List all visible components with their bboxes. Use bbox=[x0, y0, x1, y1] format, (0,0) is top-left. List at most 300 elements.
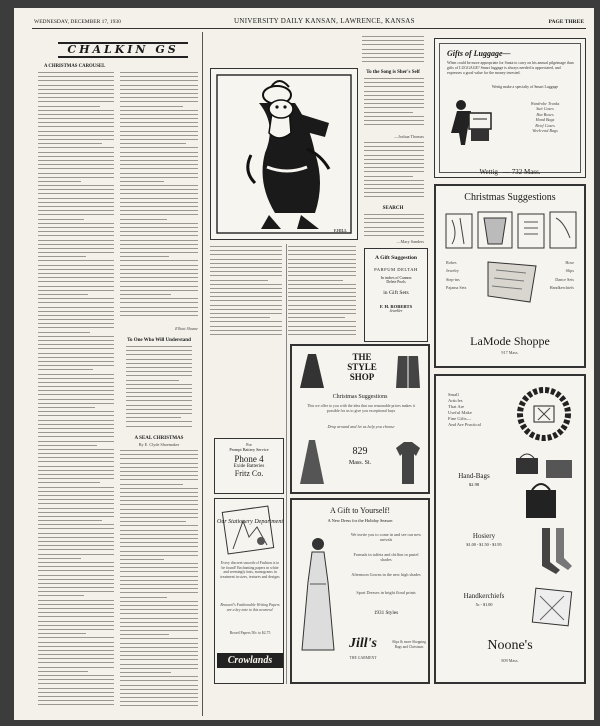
text-line bbox=[38, 487, 114, 488]
text-line bbox=[120, 210, 198, 211]
text-line bbox=[288, 280, 343, 281]
text-line bbox=[38, 399, 114, 400]
text-line bbox=[120, 567, 198, 568]
noone-hosiery-price: $1.00 - $1.50 - $1.95 bbox=[466, 542, 502, 547]
noone-handbags: Hand-Bags bbox=[458, 472, 490, 480]
text-line bbox=[120, 168, 198, 169]
text-line bbox=[210, 296, 282, 297]
text-under-cartoon-1 bbox=[210, 246, 282, 342]
column-signature: Elliott Sloane bbox=[175, 326, 198, 331]
text-line bbox=[120, 471, 198, 472]
cartoon-panel bbox=[210, 68, 358, 240]
text-line bbox=[120, 269, 198, 270]
text-line bbox=[120, 227, 198, 228]
lamode-store: LaMode Shoppe bbox=[470, 334, 550, 348]
text-line bbox=[38, 591, 114, 592]
text-line bbox=[364, 103, 424, 104]
woman-gown-icon bbox=[298, 534, 338, 654]
text-line bbox=[288, 313, 356, 314]
column-divider bbox=[286, 244, 287, 684]
text-line bbox=[38, 441, 114, 442]
text-line bbox=[38, 524, 114, 525]
style-shop-tagline: Drop around and let us help you choose bbox=[327, 424, 395, 429]
search-heading: SEARCH bbox=[382, 206, 404, 211]
text-line bbox=[364, 192, 424, 193]
text-line bbox=[38, 541, 114, 542]
text-line bbox=[120, 290, 198, 291]
text-line bbox=[120, 298, 198, 299]
text-line bbox=[364, 180, 424, 181]
text-line bbox=[38, 612, 114, 613]
text-line bbox=[288, 267, 356, 268]
hosiery-icon bbox=[530, 526, 576, 576]
text-line bbox=[120, 467, 198, 468]
text-line bbox=[126, 417, 181, 418]
envelope-icon bbox=[219, 503, 281, 559]
noone-heading-line: Useful Make bbox=[448, 410, 472, 415]
text-line bbox=[120, 504, 198, 505]
bottom-heading: A SEAL CHRISTMAS bbox=[134, 436, 184, 441]
text-line bbox=[38, 269, 114, 270]
text-line bbox=[120, 281, 198, 282]
text-line bbox=[38, 428, 114, 429]
text-line bbox=[38, 470, 114, 471]
text-line bbox=[38, 650, 114, 651]
text-line bbox=[38, 595, 84, 596]
text-line bbox=[362, 49, 424, 50]
text-line bbox=[362, 61, 424, 62]
text-line bbox=[38, 516, 114, 517]
text-line bbox=[288, 334, 356, 335]
text-line bbox=[362, 53, 424, 54]
text-line bbox=[38, 315, 114, 316]
text-line bbox=[120, 601, 198, 602]
text-line bbox=[38, 461, 114, 462]
text-line bbox=[120, 235, 198, 236]
text-line bbox=[38, 453, 114, 454]
text-line bbox=[288, 271, 356, 272]
text-line bbox=[38, 528, 114, 529]
text-line bbox=[210, 275, 282, 276]
text-line bbox=[120, 193, 198, 194]
text-line bbox=[120, 152, 198, 153]
text-line bbox=[38, 667, 114, 668]
text-line bbox=[210, 271, 282, 272]
text-line bbox=[210, 263, 282, 264]
text-line bbox=[38, 302, 114, 303]
text-line bbox=[38, 340, 114, 341]
text-line bbox=[120, 496, 198, 497]
text-right-song bbox=[364, 78, 424, 132]
text-line bbox=[38, 76, 114, 77]
text-line bbox=[38, 244, 114, 245]
text-line bbox=[120, 630, 198, 631]
text-line bbox=[38, 671, 88, 672]
text-line bbox=[364, 231, 424, 232]
text-line bbox=[364, 171, 424, 172]
text-line bbox=[364, 214, 424, 215]
text-line bbox=[38, 281, 114, 282]
text-line bbox=[364, 82, 424, 83]
text-line bbox=[120, 302, 198, 303]
gift-store: F. H. ROBERTS bbox=[379, 304, 413, 309]
text-line bbox=[126, 375, 192, 376]
text-line bbox=[120, 198, 198, 199]
text-line bbox=[126, 350, 192, 351]
luggage-item: Suit Cases bbox=[536, 106, 554, 112]
text-line bbox=[38, 495, 114, 496]
text-line bbox=[364, 218, 424, 219]
text-line bbox=[120, 521, 186, 522]
text-line bbox=[210, 317, 270, 318]
noone-heading bbox=[448, 392, 504, 428]
text-line bbox=[364, 78, 424, 79]
text-line bbox=[126, 380, 179, 381]
text-line bbox=[38, 474, 114, 475]
noone-heading-line: Small bbox=[448, 392, 459, 397]
text-line bbox=[120, 135, 198, 136]
column-text-right-bottom bbox=[120, 450, 198, 712]
text-line bbox=[120, 76, 198, 77]
text-line bbox=[38, 185, 114, 186]
gift-yourself-ad bbox=[290, 498, 430, 684]
text-line bbox=[120, 89, 198, 90]
text-line bbox=[38, 126, 114, 127]
text-line bbox=[38, 658, 114, 659]
text-line bbox=[38, 327, 114, 328]
text-line bbox=[120, 122, 198, 123]
text-line bbox=[38, 508, 114, 509]
text-line bbox=[120, 525, 198, 526]
handkerchief-icon bbox=[482, 256, 542, 306]
text-line bbox=[38, 688, 114, 689]
text-line bbox=[120, 588, 198, 589]
text-line bbox=[210, 254, 282, 255]
text-line bbox=[120, 114, 198, 115]
text-line bbox=[120, 592, 198, 593]
lamode-title: Christmas Suggestions bbox=[464, 192, 556, 203]
text-line bbox=[210, 309, 282, 310]
text-line bbox=[38, 173, 114, 174]
stationery-ad bbox=[214, 498, 284, 684]
text-line bbox=[38, 696, 114, 697]
page-header bbox=[14, 16, 594, 28]
text-line bbox=[38, 114, 114, 115]
text-line bbox=[120, 252, 198, 253]
luggage-store-line: Wettig — 732 Mass. bbox=[479, 168, 541, 176]
text-line bbox=[120, 463, 198, 464]
text-line bbox=[38, 227, 114, 228]
column-text-right-top bbox=[120, 72, 198, 322]
luggage-item: Wardrobe Trunks bbox=[530, 101, 560, 106]
luggage-item: Hand Bags bbox=[535, 117, 555, 123]
text-line bbox=[120, 685, 198, 686]
text-line bbox=[120, 214, 198, 215]
text-line bbox=[38, 240, 114, 241]
text-line bbox=[38, 344, 114, 345]
text-line bbox=[120, 458, 198, 459]
lamode-item: Step-ins bbox=[446, 276, 460, 282]
text-line bbox=[38, 579, 114, 580]
poem-text bbox=[126, 346, 192, 430]
text-line bbox=[120, 118, 198, 119]
text-line bbox=[38, 558, 81, 559]
text-line bbox=[120, 538, 198, 539]
text-line bbox=[120, 177, 198, 178]
text-line bbox=[126, 392, 192, 393]
text-line bbox=[288, 300, 356, 301]
text-line bbox=[120, 638, 198, 639]
style-shop-name: THE STYLE SHOP bbox=[347, 352, 377, 382]
text-line bbox=[362, 40, 424, 41]
text-line bbox=[126, 384, 192, 385]
text-line bbox=[210, 280, 268, 281]
text-line bbox=[120, 277, 198, 278]
text-line bbox=[38, 633, 86, 634]
text-line bbox=[120, 450, 198, 451]
text-line bbox=[38, 72, 114, 73]
text-line bbox=[120, 693, 198, 694]
gift-line-3: in Gift Sets bbox=[383, 290, 409, 296]
coat-icon bbox=[394, 352, 422, 390]
text-line bbox=[126, 363, 192, 364]
text-line bbox=[120, 139, 198, 140]
text-line bbox=[38, 675, 114, 676]
lamode-list-right bbox=[534, 260, 574, 291]
text-line bbox=[120, 488, 198, 489]
text-line bbox=[38, 570, 114, 571]
fritz-line-3: Exide Batteries bbox=[233, 464, 265, 469]
text-line bbox=[364, 227, 424, 228]
text-line bbox=[126, 400, 192, 401]
text-line bbox=[120, 97, 198, 98]
luggage-ad bbox=[434, 38, 586, 178]
text-line bbox=[120, 475, 198, 476]
text-line bbox=[288, 284, 356, 285]
text-line bbox=[120, 672, 171, 673]
text-line bbox=[38, 549, 114, 550]
text-line bbox=[126, 409, 192, 410]
text-line bbox=[364, 95, 424, 96]
text-line bbox=[38, 231, 114, 232]
text-line bbox=[38, 118, 114, 119]
luggage-item-list bbox=[515, 101, 575, 133]
text-line bbox=[364, 86, 424, 87]
luggage-item: Brief Cases bbox=[535, 122, 555, 128]
text-line bbox=[126, 388, 192, 389]
text-line bbox=[210, 313, 282, 314]
text-line bbox=[38, 319, 114, 320]
text-line bbox=[362, 44, 424, 45]
text-line bbox=[38, 286, 114, 287]
text-line bbox=[120, 634, 169, 635]
text-line bbox=[120, 530, 198, 531]
text-right-search bbox=[364, 214, 424, 240]
text-line bbox=[120, 580, 198, 581]
gift-brand: PARFUM DELTAH bbox=[374, 267, 418, 272]
text-line bbox=[38, 704, 114, 705]
text-line bbox=[288, 326, 356, 327]
text-line bbox=[38, 139, 114, 140]
text-line bbox=[38, 600, 114, 601]
text-line bbox=[38, 394, 114, 395]
column-first-heading: A CHRISTMAS CAROUSEL bbox=[44, 64, 106, 69]
noone-heading-line: Fine Gifts— bbox=[448, 416, 472, 421]
text-line bbox=[120, 260, 198, 261]
porter-luggage-icon bbox=[447, 97, 495, 147]
text-line bbox=[364, 163, 424, 164]
text-line bbox=[364, 91, 424, 92]
text-line bbox=[120, 315, 198, 316]
text-line bbox=[288, 305, 356, 306]
text-line bbox=[120, 622, 198, 623]
text-line bbox=[38, 260, 114, 261]
text-line bbox=[38, 533, 114, 534]
fritz-line-1: For bbox=[246, 442, 252, 447]
text-line bbox=[126, 354, 192, 355]
text-line bbox=[38, 679, 114, 680]
gift-yourself-sub: A New Dress for the Holiday Season bbox=[327, 518, 393, 523]
text-line bbox=[38, 625, 114, 626]
text-line bbox=[38, 202, 114, 203]
text-line bbox=[364, 222, 424, 223]
handbag-icon bbox=[508, 450, 578, 530]
text-line bbox=[38, 587, 114, 588]
text-line bbox=[120, 668, 198, 669]
text-line bbox=[288, 250, 356, 251]
text-line bbox=[38, 683, 114, 684]
text-line bbox=[38, 700, 114, 701]
text-line bbox=[38, 637, 114, 638]
gift-yourself-line-3: Afternoon Gowns in the new high shades bbox=[351, 572, 421, 577]
stationery-title: Our Stationery Department bbox=[217, 519, 283, 525]
text-line bbox=[38, 97, 114, 98]
text-line bbox=[288, 317, 345, 318]
text-line bbox=[120, 689, 198, 690]
stationery-price: Boxed Papers 50c to $2.75 bbox=[229, 631, 271, 635]
santa-cartoon-icon bbox=[211, 69, 357, 239]
noone-ad bbox=[434, 374, 586, 684]
text-line bbox=[120, 147, 198, 148]
text-line bbox=[38, 265, 114, 266]
text-line bbox=[38, 323, 114, 324]
noone-handbags-price: $2.98 bbox=[468, 482, 480, 487]
text-line bbox=[288, 330, 356, 331]
text-line bbox=[38, 369, 93, 370]
text-line bbox=[120, 181, 164, 182]
text-line bbox=[364, 150, 424, 151]
text-line bbox=[38, 277, 114, 278]
text-line bbox=[38, 110, 114, 111]
text-line bbox=[120, 676, 198, 677]
text-line bbox=[210, 300, 282, 301]
text-line bbox=[210, 305, 282, 306]
text-line bbox=[120, 307, 198, 308]
text-line bbox=[126, 359, 192, 360]
text-line bbox=[120, 559, 164, 560]
text-line bbox=[120, 72, 198, 73]
text-line bbox=[288, 259, 356, 260]
text-line bbox=[120, 626, 198, 627]
text-line bbox=[288, 254, 356, 255]
text-line bbox=[38, 256, 86, 257]
text-line bbox=[364, 112, 413, 113]
text-line bbox=[364, 107, 424, 108]
text-line bbox=[126, 396, 192, 397]
text-line bbox=[38, 93, 114, 94]
text-line bbox=[38, 566, 114, 567]
fritz-phone: Phone 4 bbox=[234, 454, 264, 464]
text-line bbox=[38, 210, 114, 211]
text-line bbox=[38, 378, 114, 379]
gift-line-2: Delete Pools bbox=[386, 280, 406, 284]
text-line bbox=[120, 492, 198, 493]
text-line bbox=[38, 235, 114, 236]
text-line bbox=[364, 167, 424, 168]
blouse-icon bbox=[394, 438, 422, 488]
text-line bbox=[210, 334, 282, 335]
gift-yourself-store-sub: THE GARMENT bbox=[349, 656, 377, 660]
text-line bbox=[38, 520, 102, 521]
text-line bbox=[364, 176, 413, 177]
bottom-byline: By E. Clyde Shoemaker bbox=[138, 442, 180, 447]
text-line bbox=[38, 332, 90, 333]
luggage-blurb: When could be more appropriate for Santa to carry on his annual pilgrimage than gifts of LUGGAGE? Smart luggage is always needed is appreciated, and expresses a good value for the money invested. bbox=[447, 61, 574, 75]
text-line bbox=[38, 156, 114, 157]
gift-yourself-year: 1931 Styles bbox=[373, 610, 399, 616]
text-line bbox=[120, 697, 198, 698]
text-line bbox=[288, 263, 356, 264]
text-line bbox=[38, 407, 95, 408]
text-line bbox=[38, 415, 114, 416]
luggage-item: Week-end Bags bbox=[532, 128, 558, 134]
text-line bbox=[126, 405, 192, 406]
text-line bbox=[288, 292, 356, 293]
stationery-store: Crowlands bbox=[217, 653, 283, 668]
style-shop-ad bbox=[290, 344, 430, 494]
luggage-address: 732 Mass. bbox=[511, 168, 541, 176]
text-line bbox=[120, 643, 198, 644]
text-line bbox=[120, 551, 198, 552]
text-line bbox=[38, 420, 114, 421]
text-line bbox=[120, 651, 198, 652]
text-line bbox=[38, 294, 88, 295]
text-line bbox=[38, 629, 114, 630]
text-line bbox=[120, 563, 198, 564]
text-line bbox=[120, 164, 198, 165]
gift-yourself-side: Slips & more Shopping Bags and Christmas bbox=[392, 640, 426, 649]
text-line bbox=[38, 106, 100, 107]
text-line bbox=[38, 491, 114, 492]
text-line bbox=[38, 478, 114, 479]
text-line bbox=[210, 321, 282, 322]
text-line bbox=[126, 413, 192, 414]
text-line bbox=[38, 273, 114, 274]
text-line bbox=[38, 621, 114, 622]
text-line bbox=[38, 646, 114, 647]
luggage-item: Hat Boxes bbox=[536, 111, 554, 117]
text-line bbox=[38, 466, 114, 467]
text-line bbox=[38, 198, 114, 199]
text-line bbox=[210, 326, 282, 327]
text-line bbox=[120, 655, 198, 656]
text-line bbox=[38, 122, 114, 123]
text-line bbox=[38, 457, 114, 458]
text-line bbox=[120, 618, 198, 619]
text-line bbox=[38, 353, 114, 354]
text-line bbox=[120, 546, 198, 547]
text-line bbox=[288, 288, 356, 289]
